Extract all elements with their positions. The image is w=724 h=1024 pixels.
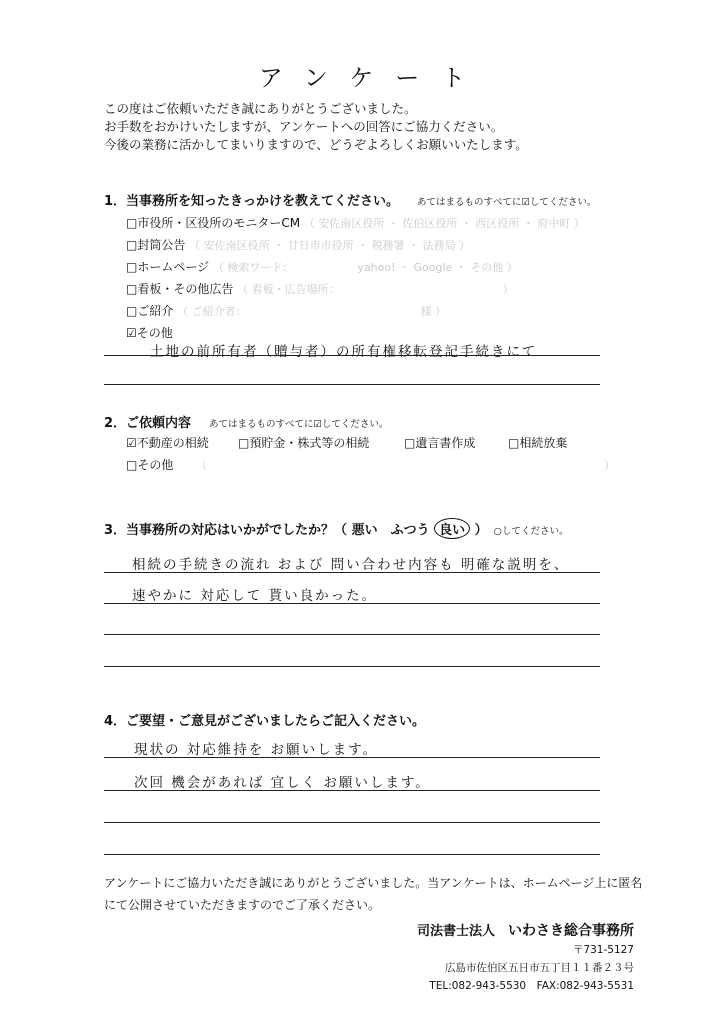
option-row[interactable]: □ご紹介 （ ご紹介者： 様 ） — [126, 304, 447, 318]
question-2-heading: 2．ご依頼内容 あてはまるものすべてに☑してください。 — [104, 416, 389, 431]
answer-line — [104, 634, 600, 635]
answer-line — [104, 572, 600, 573]
option-other[interactable]: □その他 — [126, 458, 174, 472]
answer-line — [104, 384, 600, 385]
question-1-answer: 土地の前所有者（贈与者）の所有権移転登記手続きにて — [150, 344, 538, 360]
company-name: 司法書士法人 いわさき総合事務所 — [416, 923, 634, 939]
question-1-options — [126, 214, 585, 346]
answer-line — [104, 355, 600, 356]
question-1-note: あてはまるものすべてに☑してください。 — [417, 197, 597, 208]
option-row[interactable]: □封筒公告 （ 安佐南区役所 ・ 廿日市市役所 ・ 税務署 ・ 法務局 ） — [126, 238, 471, 252]
question-3-answer-line-1: 相続の手続きの流れ および 問い合わせ内容も 明確な説明を、 — [132, 557, 570, 573]
answer-line — [104, 854, 600, 855]
answer-line — [104, 666, 600, 667]
question-4-answer-line-2: 次回 機会があれば 宜しく お願いします。 — [134, 775, 431, 791]
postal-code: 〒731-5127 — [572, 944, 634, 956]
page-title: アンケート — [258, 64, 488, 92]
question-3-note: ○してください。 — [493, 526, 569, 537]
question-3-heading: 3．当事務所の対応はいかがでしたか？（ 悪い ふつう 良い ） ○してください。 — [104, 518, 568, 539]
paren-open: （ — [196, 459, 207, 472]
selected-rating[interactable]: 良い — [434, 518, 470, 539]
option-row[interactable]: □看板・その他広告 （ 看板・広告場所： ） — [126, 282, 514, 296]
intro-line: お手数をおかけいたしますが、アンケートへの回答にご協力ください。 — [104, 119, 504, 134]
tel: TEL:082-943-5530 — [429, 980, 527, 992]
intro-line: この度はご依頼いただき誠にありがとうございました。 — [104, 101, 417, 116]
answer-line — [104, 603, 600, 604]
contact — [429, 978, 634, 993]
fax: FAX:082-943-5531 — [536, 980, 634, 992]
option-deposits[interactable]: □預貯金・株式等の相続 — [238, 436, 370, 450]
answer-line — [104, 757, 600, 758]
option-real-estate[interactable]: ☑不動産の相続 — [126, 436, 209, 450]
option-row[interactable]: □ホームページ （ 検索ワード： yahoo! ・ Google ・ その他 ） — [126, 260, 518, 274]
address: 広島市佐伯区五日市五丁目１１番２３号 — [445, 962, 634, 974]
option-row-other[interactable]: ☑その他 — [126, 326, 173, 340]
question-4-heading: 4．ご要望・ご意見がございましたらご記入ください。 — [104, 714, 426, 729]
intro-text — [104, 100, 528, 154]
answer-line — [104, 822, 600, 823]
paren-close: ） — [604, 459, 615, 472]
option-will[interactable]: □遺言書作成 — [404, 436, 476, 450]
footer-text: アンケートにご協力いただき誠にありがとうございました。当アンケートは、ホームページ上に匿名にて公開させていただきますのでご了承ください。 — [104, 876, 643, 912]
intro-line: 今後の業務に活かしてまいりますので、どうぞよろしくお願いいたします。 — [104, 137, 528, 152]
question-4-answer-line-1: 現状の 対応維持を お願いします。 — [134, 742, 379, 758]
question-3-answer-line-2: 速やかに 対応して 貰い良かった。 — [132, 588, 378, 604]
option-row[interactable]: □市役所・区役所のモニターCM （ 安佐南区役所 ・ 佐伯区役所 ・ 西区役所 ・ 府中町 ） — [126, 216, 585, 230]
question-2-note: あてはまるものすべてに☑してください。 — [209, 419, 389, 430]
question-1-heading: 1．当事務所を知ったきっかけを教えてください。 あてはまるものすべてに☑してください。 — [104, 194, 597, 209]
answer-line — [104, 790, 600, 791]
option-renunciation[interactable]: □相続放棄 — [508, 436, 568, 450]
